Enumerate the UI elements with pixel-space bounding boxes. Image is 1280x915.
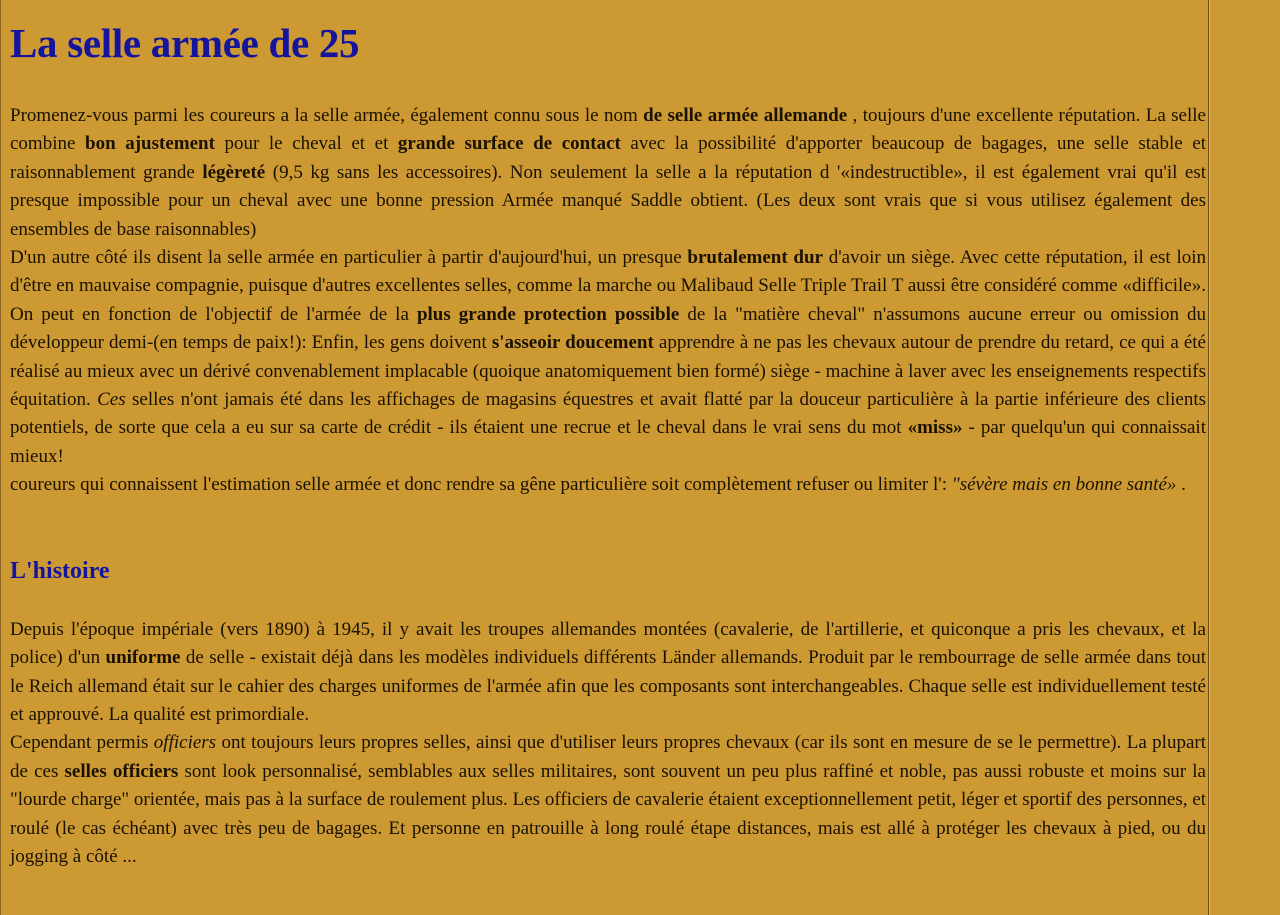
italic-text: officiers <box>153 732 217 754</box>
bold-text: plus grande protection possible <box>416 303 680 325</box>
text-run: Cependant permis <box>10 732 154 754</box>
text-run: sont look personnalisé, semblables aux selles militaires, sont souvent un peu plus raffiné et noble, pas aussi robuste et moins sur la "lourde charge" orientée, mais pas à la surface de roulement plus. Les officiers de cavalerie étaient exceptionnellement petit, léger et sportif des personnes, et roulé (le cas échéant) avec très peu de bagages. Et personne en patrouille à long roulé étape distances, mais est allé à protéger les chevaux à pied, ou du jogging à côté ... <box>10 760 1206 867</box>
bold-text: de selle armée allemande <box>643 105 848 126</box>
right-divider <box>1208 0 1210 915</box>
bold-text: selles officiers <box>64 760 179 782</box>
section-spacer <box>10 500 1206 556</box>
bold-text: bon ajustement <box>85 133 215 155</box>
intro-paragraph-2 <box>10 244 1206 471</box>
text-run: (9,5 kg sans les accessoires). Non seulement la selle a la réputation d '«indestructible», il est également vrai qu'il est presque impossible pour un cheval avec une bonne pression Armée manqué Saddle obtient. (Les deux sont vrais que si vous utilisez également des ensembles de base raisonnables) <box>10 161 1206 240</box>
text-run: de la "matière cheval" n'assumons aucune erreur ou omission du développeur demi-(en temps de paix!): Enfin, les gens doivent <box>10 303 1206 354</box>
history-heading: L'histoire <box>10 557 110 584</box>
bold-text: brutalement dur <box>687 247 823 269</box>
bold-text: uniforme <box>105 647 181 669</box>
text-run: avec la possibilité d'apporter beaucoup de bagages, une selle stable et raisonnablement grande <box>10 133 1206 183</box>
text-run: Promenez-vous parmi les coureurs a la selle armée, également connu sous le nom <box>10 105 644 126</box>
italic-text: "sévère mais en bonne santé» <box>951 474 1177 496</box>
bold-text: s'asseoir doucement <box>491 332 654 354</box>
bold-text: légèreté <box>202 161 266 183</box>
intro-paragraph-1 <box>10 102 1206 244</box>
bold-text: «miss» <box>907 417 963 439</box>
text-run: , toujours d'une excellente réputation. La selle combine <box>10 105 1206 155</box>
bold-text: grande surface de contact <box>397 133 621 155</box>
text-run: D'un autre côté ils disent la selle armée en particulier à partir d'aujourd'hui, un presque <box>10 247 688 269</box>
text-run: d'avoir un siège. Avec cette réputation, il est loin d'être en mauvaise compagnie, puisque d'autres excellentes selles, comme la marche ou Malibaud Selle Triple Trail T aussi être considéré comme «difficile». On peut en fonction de l'objectif de l'armée de la <box>10 247 1206 325</box>
italic-text: Ces <box>97 389 126 411</box>
article <box>10 0 1206 871</box>
text-run: pour le cheval et et <box>214 133 398 155</box>
text-run: coureurs qui connaissent l'estimation selle armée et donc rendre sa gêne particulière soit complètement refuser ou limiter l': <box>10 474 952 496</box>
history-paragraph-2 <box>10 729 1206 871</box>
text-run: . <box>1176 474 1186 496</box>
text-run: - par quelqu'un qui connaissait mieux! <box>10 417 1206 467</box>
intro-paragraph-3 <box>10 471 1206 499</box>
page-title: La selle armée de 25 <box>10 20 360 66</box>
text-run: Depuis l'époque impériale (vers 1890) à 1945, il y avait les troupes allemandes montées (cavalerie, de l'artillerie, et quiconque a pris les chevaux, et la police) d'un <box>10 618 1206 669</box>
text-run: ont toujours leurs propres selles, ainsi que d'utiliser leurs propres chevaux (car ils sont en mesure de se le permettre). La plupart de ces <box>10 732 1206 782</box>
text-run: apprendre à ne pas les chevaux autour de prendre du retard, ce qui a été réalisé au mieux avec un dérivé convenablement implacable (quoique anatomiquement bien formé) siège - machine à laver avec les enseignements respectifs équitation. <box>10 332 1206 411</box>
history-paragraph-1 <box>10 616 1206 730</box>
text-run: selles n'ont jamais été dans les affichages de magasins équestres et avait flatté par la douceur particulière à la partie inférieure des clients potentiels, de sorte que cela a eu sur sa carte de crédit - ils étaient une recrue et le cheval dans le vrai sens du mot <box>10 389 1206 439</box>
text-run: de selle - existait déjà dans les modèles individuels différents Länder allemands. Produit par le rembourrage de selle armée dans tout le Reich allemand était sur le cahier des charges uniformes de l'armée afin que les composants sont interchangeables. Chaque selle est individuellement testé et approuvé. La qualité est primordiale. <box>10 647 1206 725</box>
